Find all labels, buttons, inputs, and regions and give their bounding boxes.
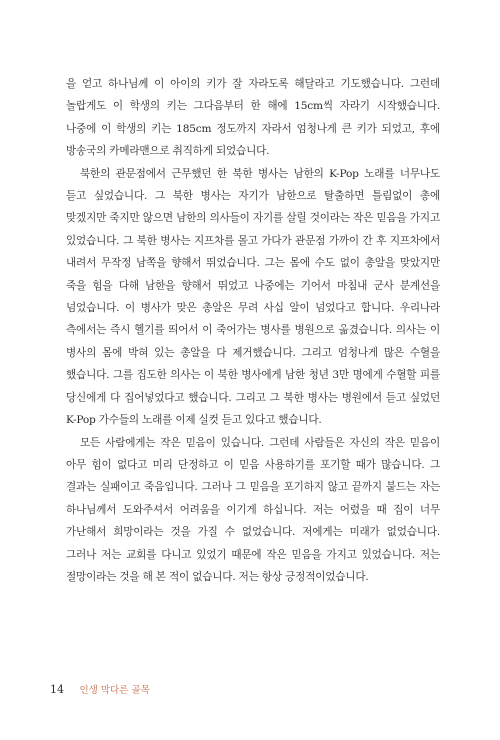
page-footer: [50, 682, 150, 696]
paragraph-small-faith: 모든 사람에게는 작은 믿음이 있습니다. 그런데 사람들은 자신의 작은 믿음이 아무 힘이 없다고 미리 단정하고 이 믿음 사용하기를 포기할 때가 많습니다. 그 결과는 실패이고 죽음입니다. 그러나 그 믿음을 포기하지 않고 끝까지 붙드는 자는 하나님께서 도와주셔서 어려움을 이기게 하십니다. 저는 어렸을 때 집이 너무 가난해서 희망이라는 것을 가질 수 없었습니다. 저에게는 미래가 없었습니다. 그러나 저는 교회를 다니고 있었기 때문에 작은 믿음을 가지고 있었습니다. 저는 절망이라는 것을 해 본 적이 없습니다. 저는 항상 긍정적이었습니다.: [66, 436, 440, 583]
paragraph-continuation: 을 얻고 하나님께 이 아이의 키가 잘 자라도록 해달라고 기도했습니다. 그런데 놀랍게도 이 학생의 키는 그다음부터 한 해에 15cm씩 자라기 시작했습니다. 나중에 이 학생의 키는 185cm 정도까지 자라서 엄청나게 큰 키가 되었고, 후에 방송국의 카메라맨으로 취직하게 되었습니다.: [66, 78, 440, 158]
page-number: 14: [50, 683, 64, 696]
running-title: 인생 막다른 골목: [79, 685, 150, 696]
body-text: [66, 73, 440, 588]
paragraph-north-korean-soldier: 북한의 관문점에서 근무했던 한 북한 병사는 남한의 K-Pop 노래를 너무나도 듣고 싶었습니다. 그 북한 병사는 자기가 남한으로 탈출하면 틀림없이 총에 맞겠지만 죽지만 않으면 남한의 의사들이 자기를 살릴 것이라는 작은 믿음을 가지고 있었습니다. 그 북한 병사는 지프차를 몰고 가다가 관문점 가까이 간 후 지프차에서 내려서 무작정 남쪽을 향해서 뛰었습니다. 그는 몸에 수도 없이 총알을 맞았지만 죽을 힘을 다해 남한을 향해서 뛰었고 나중에는 기어서 마침내 군사 분계선을 넘었습니다. 이 병사가 맞은 총알은 무려 사십 알이 넘었다고 합니다. 우리나라 측에서는 즉시 헬기를 띄어서 이 죽어가는 병사를 병원으로 옮겼습니다. 의사는 이 병사의 몸에 박혀 있는 총알을 다 제거했습니다. 그리고 엄청나게 많은 수혈을 했습니다. 그를 집도한 의사는 이 북한 병사에게 남한 청년 3만 명에게 수혈할 피를 당신에게 다 집어넣었다고 했습니다. 그리고 그 북한 병사는 병원에서 듣고 싶었던 K-Pop 가수들의 노래를 이제 실컷 듣고 있다고 했습니다.: [66, 167, 440, 427]
